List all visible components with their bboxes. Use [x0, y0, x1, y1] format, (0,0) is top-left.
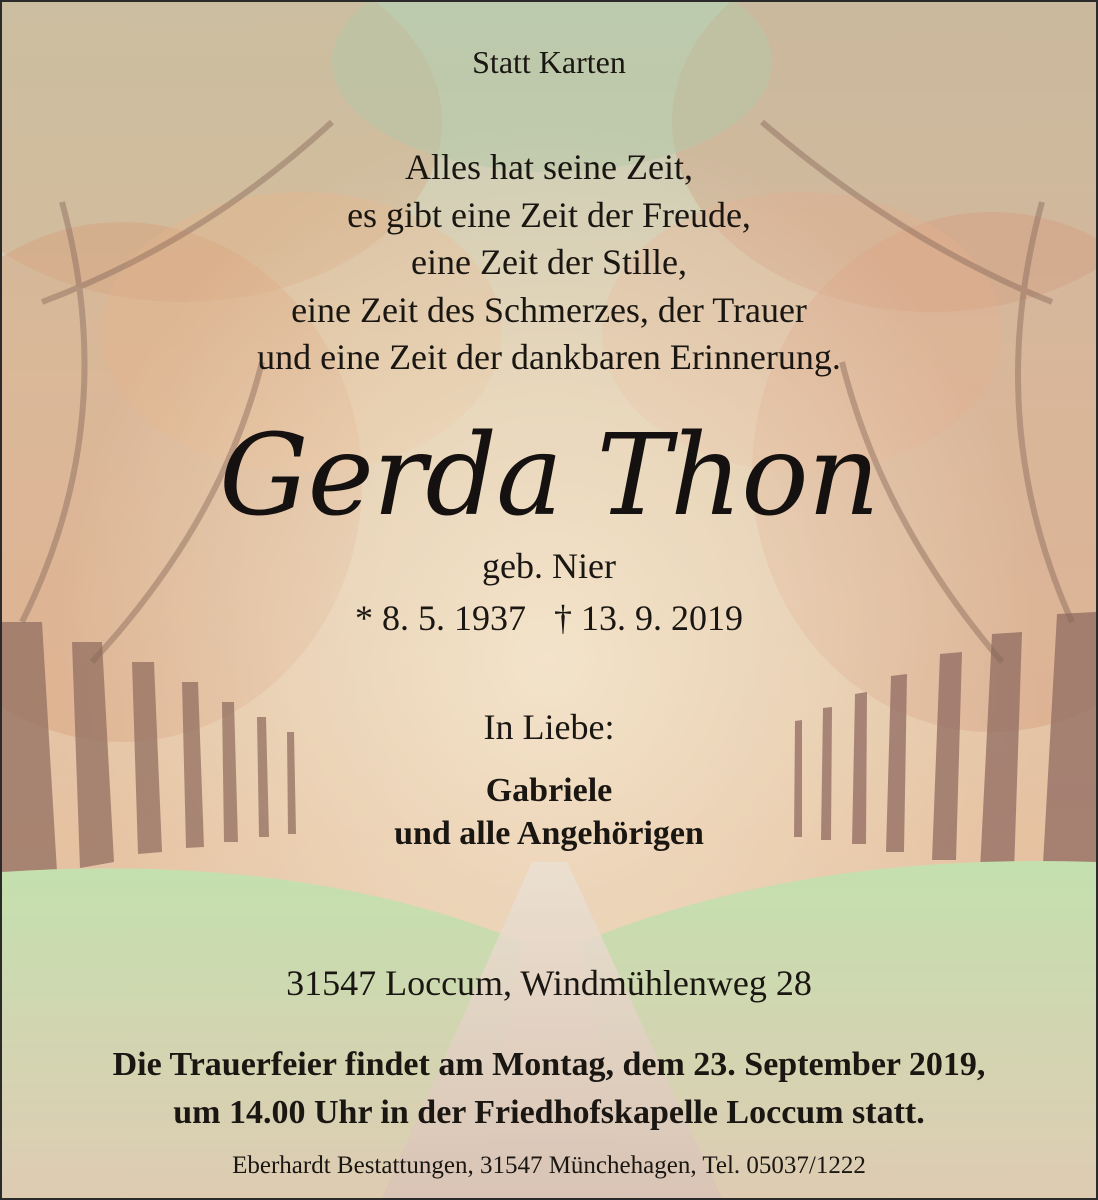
- birth-date: * 8. 5. 1937: [355, 598, 526, 638]
- poem-line: Alles hat seine Zeit,: [405, 147, 693, 187]
- in-love-label: In Liebe:: [483, 707, 615, 747]
- birth-name: geb. Nier: [482, 546, 616, 586]
- poem: [2, 144, 1096, 382]
- funeral-announcement: [2, 1041, 1096, 1137]
- funeral-line: Die Trauerfeier findet am Montag, dem 23. September 2019,: [112, 1046, 986, 1083]
- death-date: † 13. 9. 2019: [554, 598, 743, 638]
- life-dates: [2, 600, 1096, 636]
- deceased-name: Gerda Thon: [219, 411, 879, 541]
- funeral-line: um 14.00 Uhr in der Friedhofskapelle Loccum statt.: [173, 1094, 925, 1131]
- poem-line: es gibt eine Zeit der Freude,: [347, 194, 751, 235]
- mourner-address: 31547 Loccum, Windmühlenweg 28: [286, 963, 812, 1003]
- poem-line: und eine Zeit der dankbaren Erinnerung.: [257, 337, 841, 377]
- mourners-relatives: und alle Angehörigen: [394, 815, 704, 852]
- mourner-name: Gabriele: [485, 772, 613, 809]
- poem-line: eine Zeit der Stille,: [411, 242, 687, 282]
- poem-line: eine Zeit des Schmerzes, der Trauer: [291, 289, 807, 330]
- header-statt-karten: Statt Karten: [472, 44, 626, 80]
- undertaker-footer: Eberhardt Bestattungen, 31547 Münchehagen, Tel. 05037/1222: [232, 1152, 866, 1179]
